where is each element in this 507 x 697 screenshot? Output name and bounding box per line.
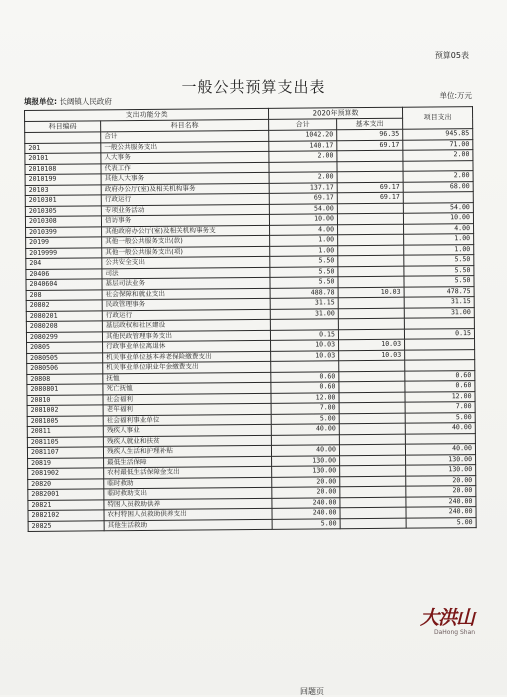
subject-name-cell: 民政管理事务 xyxy=(102,298,270,310)
logo-text: 大洪山 xyxy=(420,607,475,629)
basic-expenditure-cell xyxy=(338,224,404,235)
project-expenditure-cell: 54.00 xyxy=(403,202,473,213)
basic-expenditure-cell xyxy=(339,402,405,413)
total-cell: 5.50 xyxy=(270,277,338,288)
total-cell: 4.00 xyxy=(270,224,338,235)
total-cell: 137.17 xyxy=(269,182,337,193)
total-cell: 31.15 xyxy=(270,298,338,309)
table-body xyxy=(25,129,476,532)
subject-name-cell: 老年福利 xyxy=(103,403,271,415)
subject-code-cell: 2081105 xyxy=(27,436,103,447)
subject-name-cell: 司法 xyxy=(102,267,270,279)
subject-code-cell: 20805 xyxy=(27,342,103,353)
project-expenditure-cell: 5.50 xyxy=(404,276,474,287)
project-expenditure-cell: 71.00 xyxy=(403,139,473,150)
subject-name-cell: 合计 xyxy=(101,130,269,142)
total-cell: 10.03 xyxy=(271,350,339,361)
project-expenditure-cell: 5.50 xyxy=(404,265,474,276)
total-cell: 0.60 xyxy=(271,371,339,382)
subject-code-cell: 20819 xyxy=(28,457,104,468)
basic-expenditure-cell xyxy=(340,465,406,476)
total-cell: 1.00 xyxy=(270,235,338,246)
project-expenditure-cell: 68.00 xyxy=(403,181,473,192)
subject-name-cell: 社会保障和就业支出 xyxy=(102,288,270,300)
basic-expenditure-cell xyxy=(339,423,405,434)
basic-expenditure-cell xyxy=(337,161,403,172)
subject-code-cell: 20406 xyxy=(26,268,102,279)
subject-name-cell: 公共安全支出 xyxy=(102,256,270,268)
total-cell: 240.00 xyxy=(272,497,340,508)
subject-name-cell: 死亡抚恤 xyxy=(103,382,271,394)
total-cell: 130.00 xyxy=(272,455,340,466)
basic-expenditure-cell xyxy=(340,476,406,487)
project-expenditure-cell: 4.00 xyxy=(404,223,474,234)
basic-expenditure-cell xyxy=(337,150,403,161)
currency-unit: 单位:万元 xyxy=(439,91,472,100)
subject-code-cell: 20103 xyxy=(25,184,101,195)
total-cell: 1042.20 xyxy=(269,130,337,141)
project-expenditure-cell: 40.00 xyxy=(405,444,475,455)
project-expenditure-cell xyxy=(403,192,473,203)
reporting-unit-label: 填报单位: xyxy=(24,97,57,106)
subject-code-cell: 2082001 xyxy=(28,489,104,500)
project-expenditure-cell: 7.00 xyxy=(405,402,475,413)
reporting-unit xyxy=(24,96,112,107)
basic-expenditure-cell xyxy=(338,276,404,287)
subject-code-cell: 2082102 xyxy=(28,510,104,521)
subject-code-cell: 2010308 xyxy=(25,216,101,227)
budget-expenditure-table xyxy=(24,106,477,532)
total-cell: 2.00 xyxy=(269,172,337,183)
total-cell: 10.03 xyxy=(271,340,339,351)
watermark-logo xyxy=(420,603,500,641)
subject-code-cell: 2081002 xyxy=(27,405,103,416)
subject-name-cell: 一般公共服务支出 xyxy=(101,141,269,153)
total-cell: 5.50 xyxy=(270,266,338,277)
subject-name-cell: 机关事业单位基本养老保险缴费支出 xyxy=(103,351,271,363)
total-cell: 5.50 xyxy=(270,256,338,267)
total-cell: 1.00 xyxy=(270,245,338,256)
subject-code-cell: 20808 xyxy=(27,373,103,384)
basic-expenditure-cell xyxy=(339,413,405,424)
sheet-number: 预算05表 xyxy=(434,51,469,60)
project-expenditure-cell: 20.00 xyxy=(406,486,476,497)
total-cell: 69.17 xyxy=(269,193,337,204)
subject-name-cell: 最低生活保障 xyxy=(104,456,272,468)
basic-expenditure-cell xyxy=(339,434,405,445)
subject-name-cell: 专项业务活动 xyxy=(101,204,269,216)
subject-name-cell: 临时救助支出 xyxy=(104,487,272,499)
basic-expenditure-cell xyxy=(337,213,403,224)
function-classification-header: 支出功能分类 xyxy=(25,108,269,121)
budget-year-header: 2020年预算数 xyxy=(268,107,402,119)
reporting-unit-name: 长阔镇人民政府 xyxy=(59,97,112,106)
basic-expenditure-cell: 69.17 xyxy=(337,140,403,151)
project-expenditure-cell: 40.00 xyxy=(405,423,475,434)
basic-expenditure-cell xyxy=(338,266,404,277)
subject-name-cell: 基层政权和社区建设 xyxy=(102,319,270,331)
project-expenditure-cell: 945.85 xyxy=(403,129,473,140)
subject-name-header: 科目名称 xyxy=(101,119,269,131)
project-expenditure-cell xyxy=(405,349,475,360)
project-expenditure-cell xyxy=(404,318,474,329)
subject-code-cell: 2080801 xyxy=(27,384,103,395)
total-cell: 31.00 xyxy=(270,308,338,319)
total-cell: 5.00 xyxy=(272,518,340,529)
subject-code-cell: 2040604 xyxy=(26,279,102,290)
total-cell: 20.00 xyxy=(272,487,340,498)
subject-code-cell: 2010399 xyxy=(26,226,102,237)
document-title: 一般公共预算支出表 xyxy=(181,78,326,96)
subject-name-cell: 代表工作 xyxy=(101,162,269,174)
project-expenditure-cell: 20.00 xyxy=(406,475,476,486)
total-cell: 20.00 xyxy=(272,476,340,487)
basic-expenditure-cell xyxy=(338,245,404,256)
subject-name-cell: 人大事务 xyxy=(101,151,269,163)
total-cell xyxy=(269,161,337,172)
subject-name-cell: 行政事业单位离退休 xyxy=(103,340,271,352)
subject-name-cell: 行政运行 xyxy=(102,309,270,321)
subject-name-cell: 信访事务 xyxy=(101,214,269,226)
subject-code-cell: 2081902 xyxy=(28,468,104,479)
subject-code-cell: 20821 xyxy=(28,499,104,510)
subject-code-cell: 2080506 xyxy=(27,363,103,374)
subject-code-cell: 2010301 xyxy=(25,195,101,206)
subject-code-cell: 20810 xyxy=(27,394,103,405)
subject-code-cell xyxy=(25,132,101,143)
project-expenditure-header: 项目支出 xyxy=(403,107,473,130)
subject-code-cell: 2080201 xyxy=(26,310,102,321)
subject-name-cell: 残疾人生活和护理补贴 xyxy=(103,445,271,457)
basic-expenditure-cell: 10.03 xyxy=(338,287,404,298)
total-header: 合计 xyxy=(269,119,337,131)
total-cell xyxy=(271,434,339,445)
project-expenditure-cell: 2.00 xyxy=(403,171,473,182)
basic-expenditure-cell xyxy=(339,392,405,403)
basic-expenditure-cell xyxy=(340,486,406,497)
subject-name-cell: 其他一般公共服务支出(项) xyxy=(102,246,270,258)
basic-expenditure-cell xyxy=(338,318,404,329)
basic-expenditure-cell xyxy=(340,455,406,466)
subject-name-cell: 其他民政管理事务支出 xyxy=(102,330,270,342)
project-expenditure-cell: 5.00 xyxy=(406,517,476,528)
total-cell xyxy=(270,319,338,330)
basic-expenditure-cell xyxy=(339,444,405,455)
subject-name-cell: 机关事业单位职业年金缴费支出 xyxy=(103,361,271,373)
subject-code-cell: 2081005 xyxy=(27,415,103,426)
subject-code-cell: 2019999 xyxy=(26,247,102,258)
basic-expenditure-cell xyxy=(337,203,403,214)
total-cell xyxy=(271,361,339,372)
subject-code-cell: 20802 xyxy=(26,300,102,311)
project-expenditure-cell: 2.00 xyxy=(403,150,473,161)
subject-name-cell: 残疾人事业 xyxy=(103,424,271,436)
project-expenditure-cell: 31.00 xyxy=(404,307,474,318)
subject-name-cell: 其他政府办公厅(室)及相关机构事务支 xyxy=(102,225,270,237)
subject-code-cell: 20825 xyxy=(28,520,104,531)
basic-expenditure-cell: 69.17 xyxy=(337,182,403,193)
basic-expenditure-cell xyxy=(340,518,406,529)
total-cell: 54.00 xyxy=(269,203,337,214)
subject-name-cell: 政府办公厅(室)及相关机构事务 xyxy=(101,183,269,195)
total-cell: 40.00 xyxy=(271,424,339,435)
total-cell: 0.60 xyxy=(271,382,339,393)
basic-expenditure-cell xyxy=(338,297,404,308)
subject-name-cell: 行政运行 xyxy=(101,193,269,205)
subject-name-cell: 农村特困人员救助供养支出 xyxy=(104,508,272,520)
subject-code-cell: 204 xyxy=(26,258,102,269)
project-expenditure-cell: 5.00 xyxy=(405,412,475,423)
total-cell: 12.00 xyxy=(271,392,339,403)
basic-expenditure-cell xyxy=(338,329,404,340)
basic-expenditure-cell: 96.35 xyxy=(337,129,403,140)
basic-expenditure-cell xyxy=(339,371,405,382)
subject-code-cell: 2080299 xyxy=(26,331,102,342)
basic-expenditure-cell: 10.03 xyxy=(339,339,405,350)
subject-name-cell: 农村最低生活保障金支出 xyxy=(104,466,272,478)
subject-code-cell: 2010199 xyxy=(25,174,101,185)
total-cell: 5.00 xyxy=(271,413,339,424)
subject-code-cell: 20811 xyxy=(27,426,103,437)
logo-subtext: DaHong Shan xyxy=(434,629,476,636)
subject-code-cell: 20199 xyxy=(26,237,102,248)
subject-name-cell: 临时救助 xyxy=(104,477,272,489)
total-cell: 40.00 xyxy=(271,445,339,456)
subject-name-cell: 社会福利 xyxy=(103,393,271,405)
subject-code-cell: 2080505 xyxy=(27,352,103,363)
subject-name-cell: 特困人员救助供养 xyxy=(104,498,272,510)
project-expenditure-cell: 0.60 xyxy=(405,370,475,381)
project-expenditure-cell: 0.60 xyxy=(405,381,475,392)
basic-expenditure-cell xyxy=(337,171,403,182)
total-cell: 240.00 xyxy=(272,508,340,519)
subject-code-cell: 2010305 xyxy=(25,205,101,216)
subject-code-cell: 201 xyxy=(25,142,101,153)
basic-expenditure-cell xyxy=(340,507,406,518)
project-expenditure-cell: 130.00 xyxy=(406,454,476,465)
subject-code-header: 科目编码 xyxy=(25,121,101,133)
subject-name-cell: 残疾人就业和扶贫 xyxy=(103,435,271,447)
project-expenditure-cell: 1.00 xyxy=(404,234,474,245)
subject-code-cell: 20820 xyxy=(28,478,104,489)
basic-expenditure-cell xyxy=(340,497,406,508)
project-expenditure-cell xyxy=(405,433,475,444)
project-expenditure-cell: 31.15 xyxy=(404,297,474,308)
subject-name-cell: 抚恤 xyxy=(103,372,271,384)
total-cell: 488.78 xyxy=(270,287,338,298)
total-cell: 0.15 xyxy=(270,329,338,340)
basic-expenditure-cell xyxy=(339,360,405,371)
total-cell: 10.00 xyxy=(269,214,337,225)
project-expenditure-cell: 0.15 xyxy=(404,328,474,339)
project-expenditure-cell: 1.00 xyxy=(404,244,474,255)
basic-expenditure-cell: 69.17 xyxy=(337,192,403,203)
basic-expenditure-cell xyxy=(338,255,404,266)
total-cell: 7.00 xyxy=(271,403,339,414)
basic-expenditure-cell xyxy=(338,234,404,245)
project-expenditure-cell xyxy=(405,339,475,350)
basic-expenditure-cell xyxy=(339,381,405,392)
subject-code-cell: 20101 xyxy=(25,153,101,164)
subject-code-cell: 2081107 xyxy=(27,447,103,458)
page-footer: 回题页 xyxy=(300,687,324,696)
project-expenditure-cell: 10.00 xyxy=(403,213,473,224)
subject-name-cell: 其他一般公共服务支出(款) xyxy=(102,235,270,247)
project-expenditure-cell: 5.50 xyxy=(404,255,474,266)
project-expenditure-cell: 240.00 xyxy=(406,507,476,518)
project-expenditure-cell: 240.00 xyxy=(406,496,476,507)
total-cell: 130.00 xyxy=(272,466,340,477)
project-expenditure-cell xyxy=(405,360,475,371)
subject-name-cell: 其他生活救助 xyxy=(104,519,272,531)
project-expenditure-cell: 130.00 xyxy=(406,465,476,476)
subject-name-cell: 社会福利事业单位 xyxy=(103,414,271,426)
basic-expenditure-header: 基本支出 xyxy=(337,118,403,130)
project-expenditure-cell: 478.75 xyxy=(404,286,474,297)
basic-expenditure-cell xyxy=(338,308,404,319)
total-cell: 140.17 xyxy=(269,140,337,151)
subject-code-cell: 2010108 xyxy=(25,163,101,174)
basic-expenditure-cell: 10.03 xyxy=(339,350,405,361)
total-cell: 2.00 xyxy=(269,151,337,162)
project-expenditure-cell xyxy=(403,160,473,171)
subject-code-cell: 208 xyxy=(26,289,102,300)
subject-code-cell: 2080208 xyxy=(26,321,102,332)
subject-name-cell: 其他人大事务 xyxy=(101,172,269,184)
subject-name-cell: 基层司法业务 xyxy=(102,277,270,289)
project-expenditure-cell: 12.00 xyxy=(405,391,475,402)
